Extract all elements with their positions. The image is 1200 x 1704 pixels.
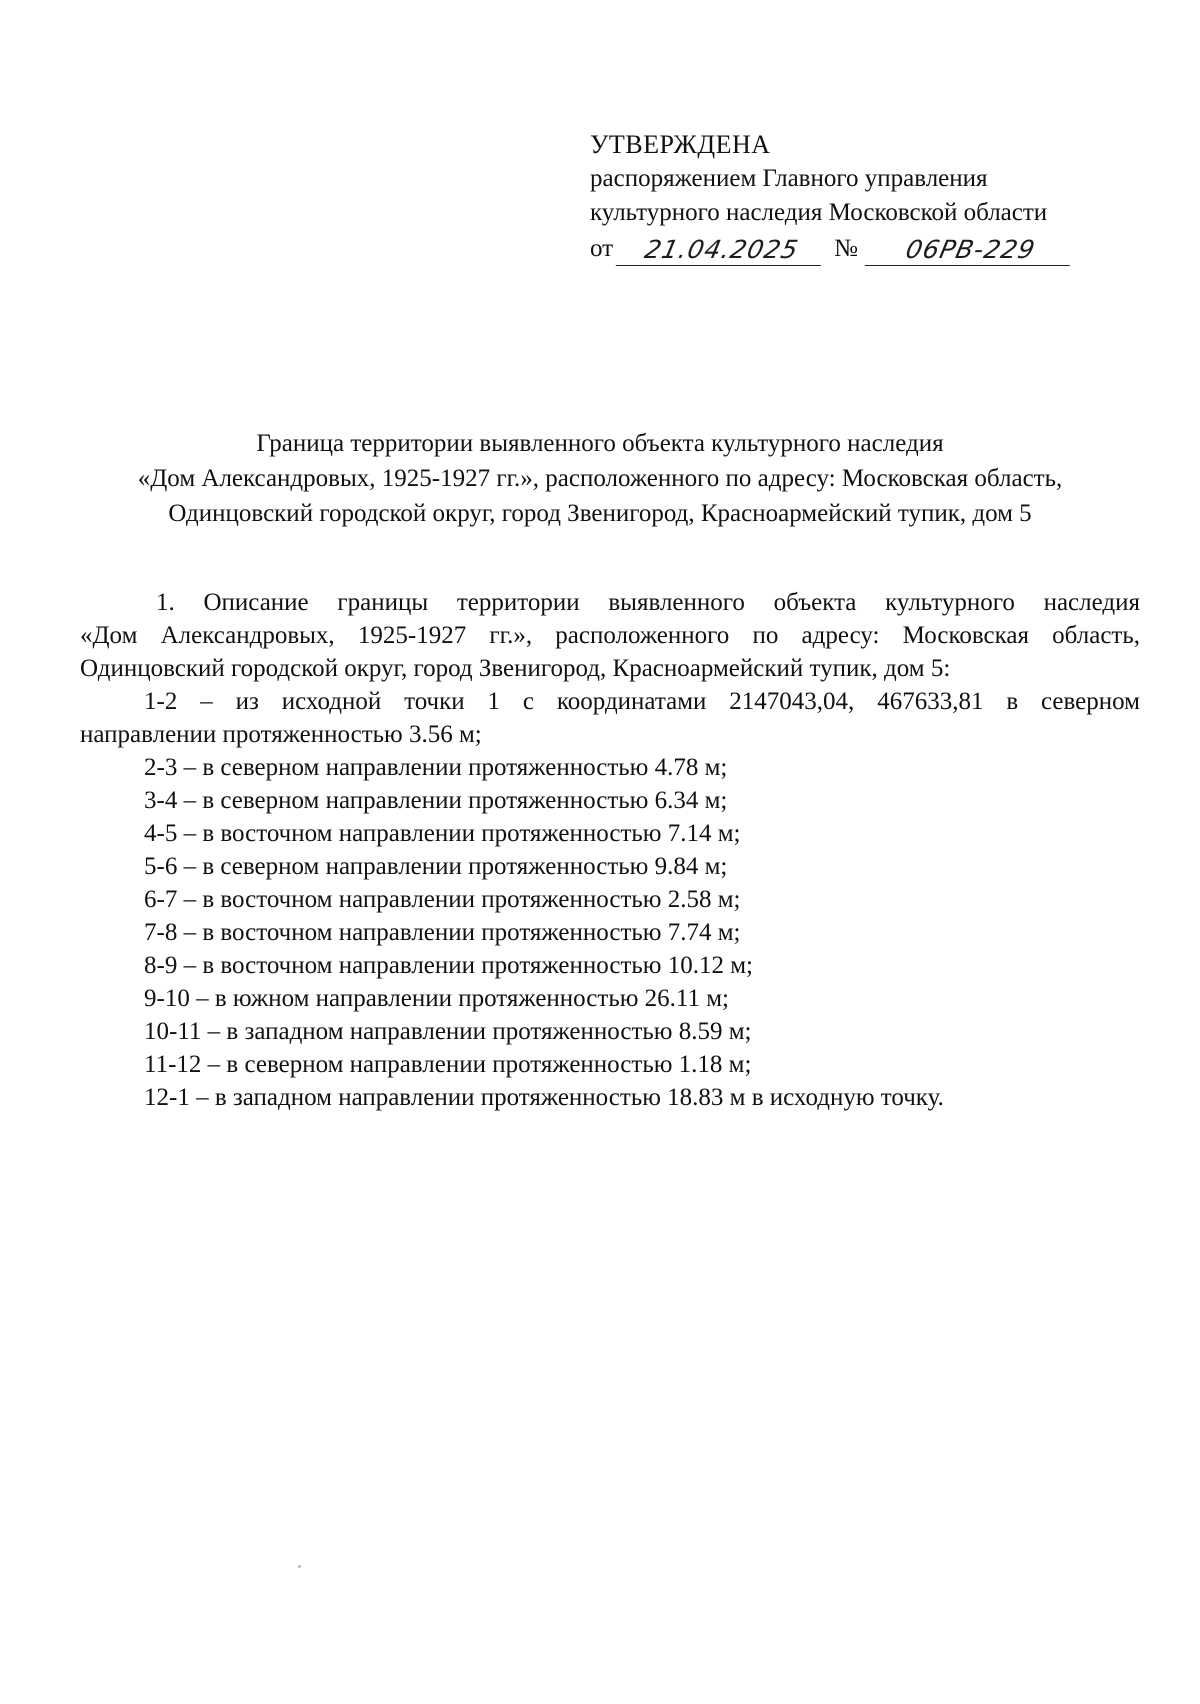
section-1-line-1: 1. Описание границы территории выявленного объекта культурного наследия xyxy=(156,589,1140,616)
approval-block xyxy=(590,128,1150,266)
scan-speck xyxy=(298,1565,301,1568)
date-prefix: от xyxy=(590,235,614,262)
first-segment-line-2: направлении протяженностью 3.56 м; xyxy=(80,721,482,748)
segment-item: 10-11 – в западном направлении протяженностью 8.59 м; xyxy=(144,1018,752,1045)
section-1-line-3: Одинцовский городской округ, город Звенигород, Красноармейский тупик, дом 5: xyxy=(80,655,951,682)
segment-item: 11-12 – в северном направлении протяженностью 1.18 м; xyxy=(144,1051,752,1078)
handwritten-number: 06РВ-229 xyxy=(865,235,1077,266)
heading-line-1: Граница территории выявленного объекта культурного наследия xyxy=(256,430,944,457)
document-heading xyxy=(60,426,1140,531)
segment-list xyxy=(80,751,1140,1114)
segment-item: 8-9 – в восточном направлении протяженностью 10.12 м; xyxy=(144,952,753,979)
heading-line-2: «Дом Александровых, 1925-1927 гг.», расположенного по адресу: Московская область, xyxy=(137,465,1063,492)
first-segment-line-1: 1-2 – из исходной точки 1 с координатами 2147043,04, 467633,81 в северном xyxy=(144,688,1140,715)
segment-item: 9-10 – в южном направлении протяженностью 26.11 м; xyxy=(144,985,729,1012)
approval-line-2: культурного наследия Московской области xyxy=(590,199,1048,226)
section-1-line-2: «Дом Александровых, 1925-1927 гг.», расположенного по адресу: Московская область, xyxy=(80,622,1140,649)
approval-title: УТВЕРЖДЕНА xyxy=(590,130,771,159)
boundary-description xyxy=(80,586,1140,1114)
approval-date-number-line xyxy=(590,230,1150,266)
segment-item: 5-6 – в северном направлении протяженностью 9.84 м; xyxy=(144,853,728,880)
segment-item: 2-3 – в северном направлении протяженностью 4.78 м; xyxy=(144,754,728,781)
section-1-intro xyxy=(80,586,1140,685)
segment-item: 7-8 – в восточном направлении протяженностью 7.74 м; xyxy=(144,919,741,946)
handwritten-date: 21.04.2025 xyxy=(616,235,828,266)
segment-item: 12-1 – в западном направлении протяженностью 18.83 м в исходную точку. xyxy=(144,1084,944,1111)
first-segment xyxy=(80,685,1140,751)
approval-line-1: распоряжением Главного управления xyxy=(590,165,988,192)
heading-line-3: Одинцовский городской округ, город Звенигород, Красноармейский тупик, дом 5 xyxy=(168,500,1032,527)
number-prefix: № xyxy=(834,235,858,262)
segment-item: 3-4 – в северном направлении протяженностью 6.34 м; xyxy=(144,787,728,814)
segment-item: 6-7 – в восточном направлении протяженностью 2.58 м; xyxy=(144,886,741,913)
segment-item: 4-5 – в восточном направлении протяженностью 7.14 м; xyxy=(144,820,741,847)
